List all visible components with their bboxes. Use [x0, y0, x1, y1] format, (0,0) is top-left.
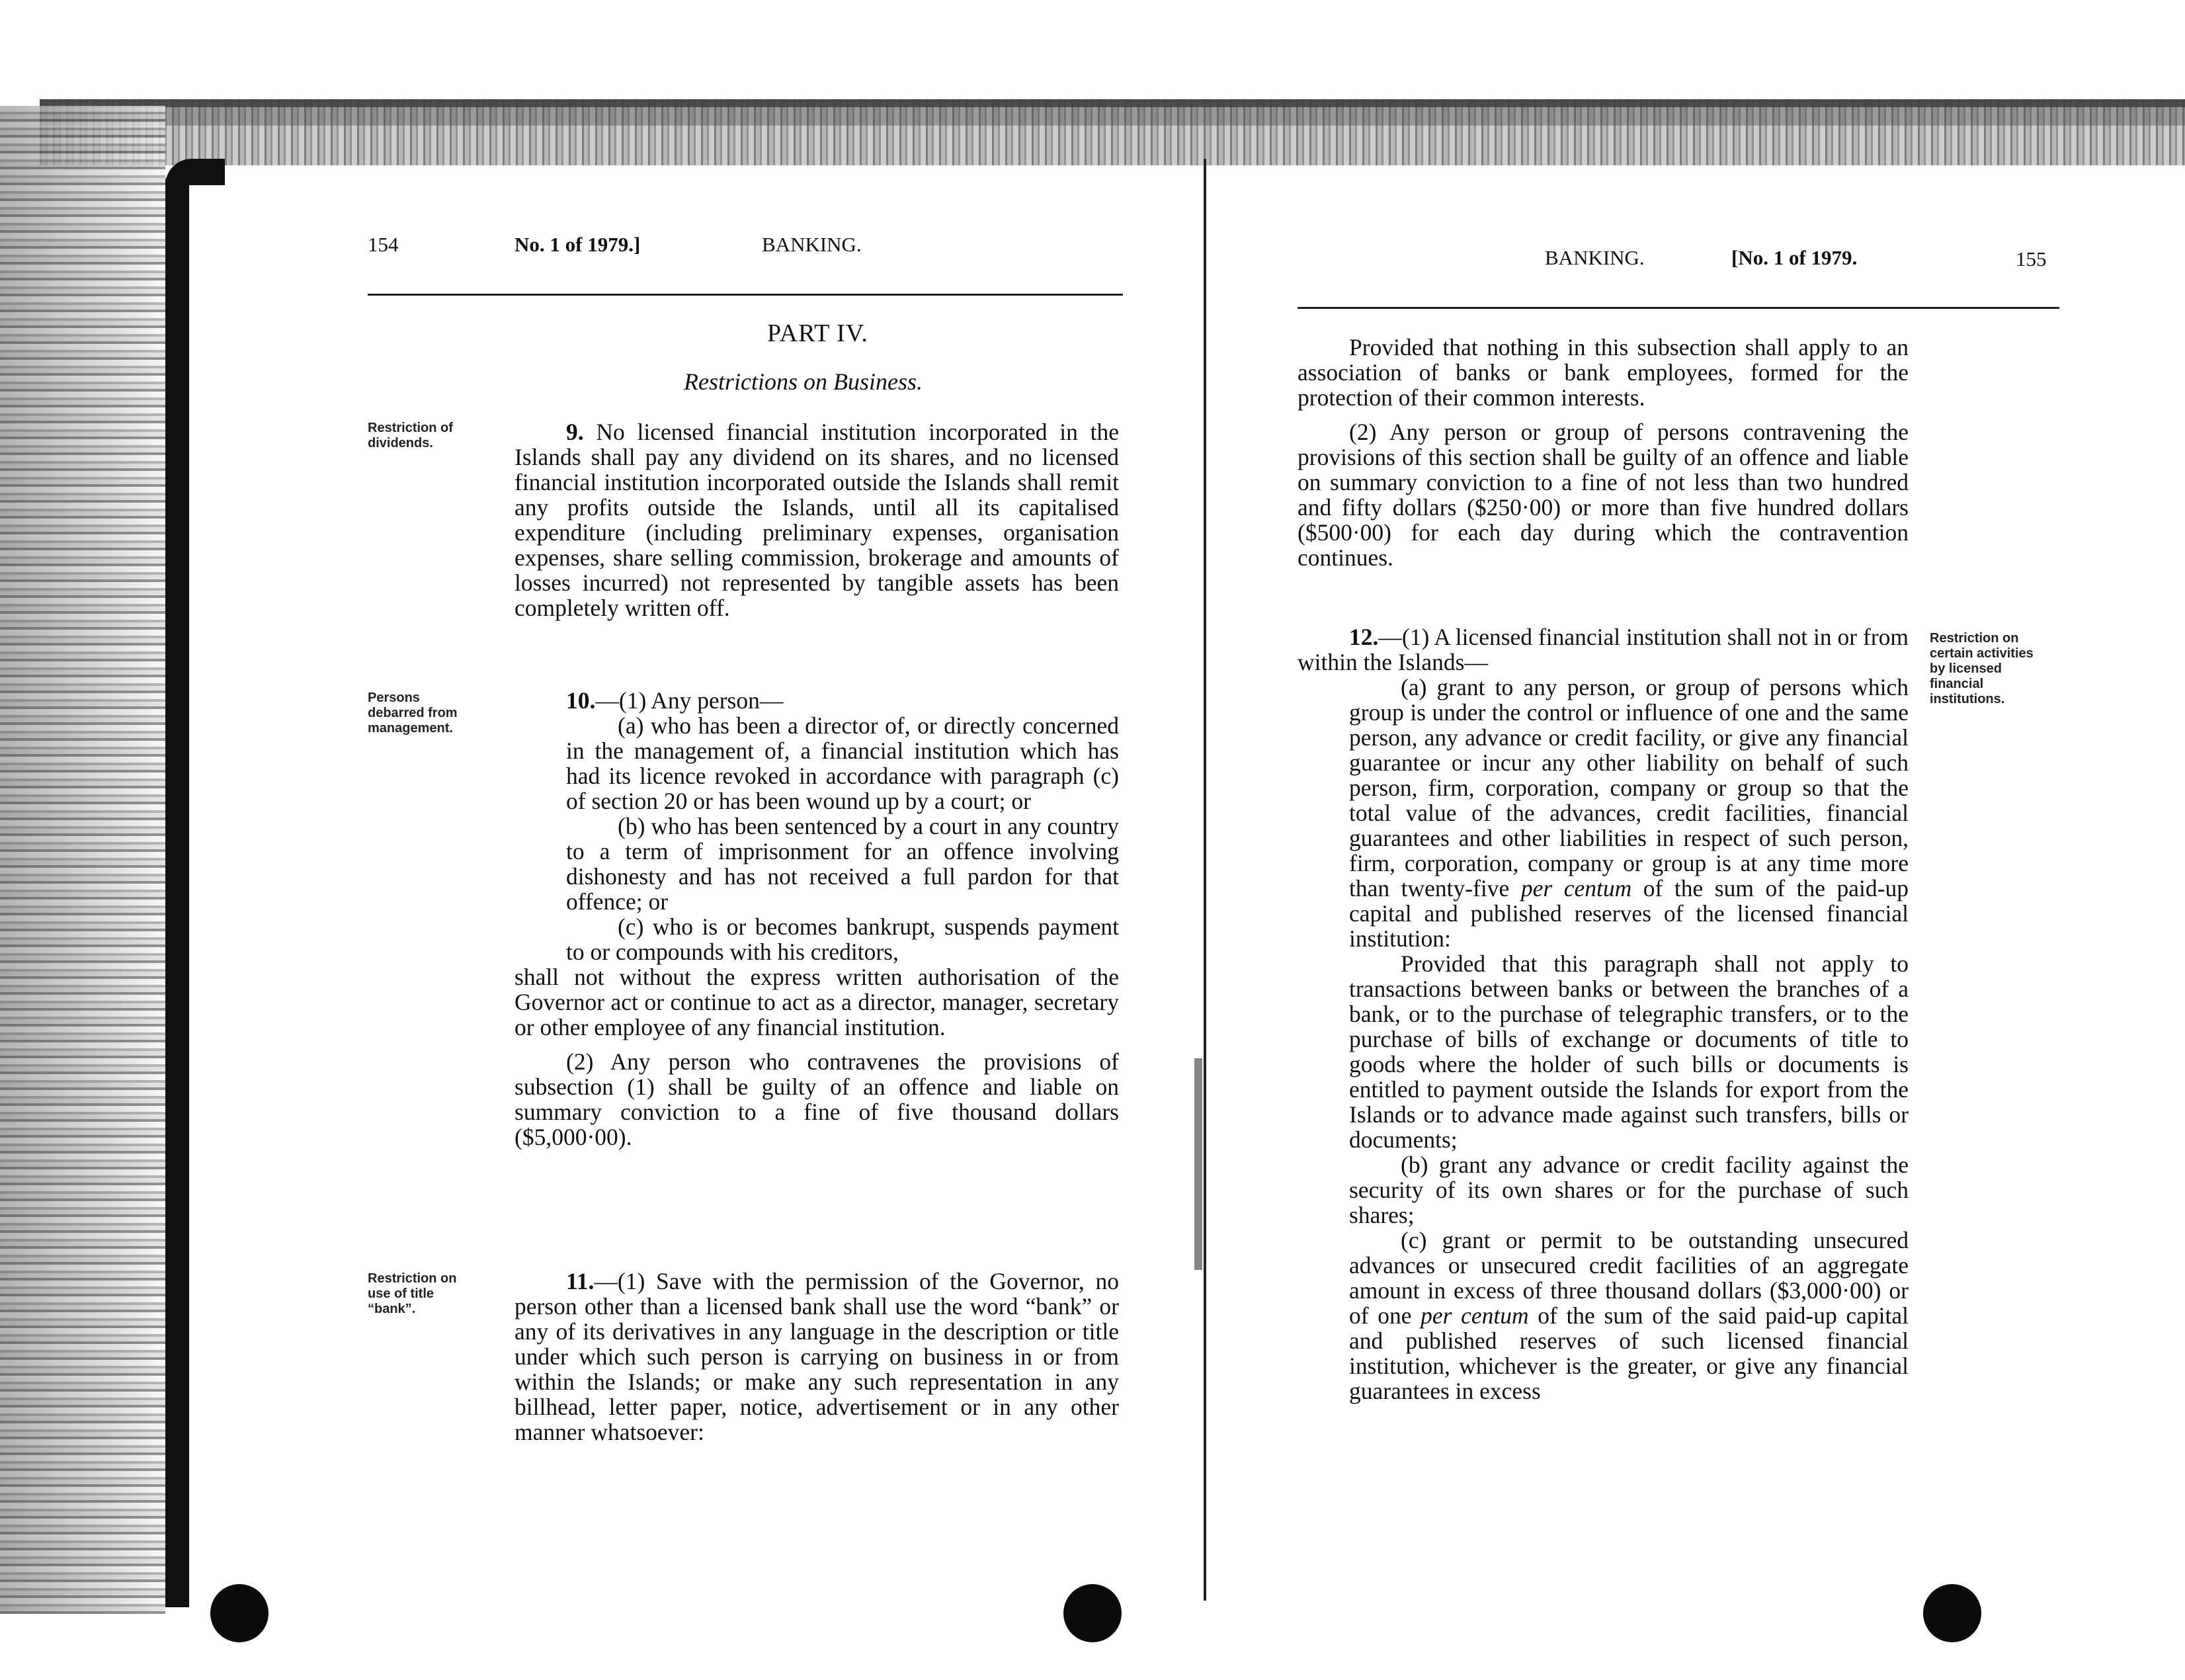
section-11-subsection-2: (2) Any person or group of persons contravening the provisions of this section shall be guilty of an offence and liable on summary conviction to a fine of not less than two hundred and fifty dollars ($250·00) or more than five hundred dollars ($500·00) for each day during which the contravention continues.: [1298, 419, 1909, 571]
section-10-tail: shall not without the express written authorisation of the Governor act or continue to act as a director, manager, secretary or other employee of any financial institution.: [515, 964, 1119, 1040]
part-subtitle: Restrictions on Business.: [684, 368, 923, 395]
margin-note-s9: Restriction of dividends.: [368, 421, 453, 450]
section-10-para-c: (c) who is or becomes bankrupt, suspends payment to or compounds with his creditors,: [566, 913, 1119, 965]
section-9: [515, 419, 1119, 620]
section-10-para-a: (a) who has been a director of, or directly concerned in the management of, a financial institution which has had its licence revoked in accordance with paragraph (c) of section 20 or has been wound up by a court; or: [566, 712, 1119, 814]
page-binding-shadow: [165, 179, 189, 1607]
section-12: [1298, 624, 1909, 1404]
section-10-para-b: (b) who has been sentenced by a court in any country to a term of imprisonment for an offence involving dishonesty and has not received a full pardon for that offence; or: [566, 813, 1119, 915]
section-9-number: 9.: [566, 419, 584, 445]
section-12-para-c-latin: per centum: [1421, 1302, 1529, 1329]
section-11: [515, 1269, 1119, 1445]
punch-hole-right: [1923, 1584, 1981, 1642]
section-12-para-a-latin: per centum: [1520, 875, 1632, 902]
punch-hole-left: [210, 1584, 268, 1642]
section-10: [515, 688, 1119, 1150]
section-12-para-a: (a) grant to any person, or group of persons which group is under the control or influence of one and the same person, any advance or credit facility, or give any financial guarantee or incur any other liability on behalf of such person, firm, corporation, company or group so that the total value of the advances, credit facilities, financial guarantees and other liabilities in respect of such person, firm, corporation, company or group is at any time more than twenty-five: [1349, 674, 1909, 902]
page-gutter: [1204, 159, 1206, 1601]
section-11-text: —(1) Save with the permission of the Governor, no person other than a licensed bank shall use the word “bank” or any of its derivatives in any language in the description or title under which such person is carrying on business in or from within the Islands; or make any such representation in any billhead, letter paper, notice, advertisement or in any other manner whatsoever:: [515, 1268, 1119, 1445]
scan-edge-top: [40, 99, 2185, 165]
section-12-para-b: (b) grant any advance or credit facility against the security of its own shares or for the purchase of such shares;: [1349, 1152, 1909, 1228]
header-title-right: BANKING.: [1545, 246, 1645, 269]
header-act-number-right: [No. 1 of 1979.: [1731, 246, 1858, 269]
page-number-left: 154: [368, 233, 399, 256]
section-11-proviso: Provided that nothing in this subsection shall apply to an association of banks or bank employees, formed for the protection of their common interests.: [1298, 334, 1909, 411]
page-number-right: 155: [2016, 247, 2047, 271]
section-10-lead: —(1) Any person—: [595, 687, 784, 714]
section-12-para-c: (c) grant or permit to be outstanding unsecured advances or unsecured credit facilities of an aggregate amount in excess of three thousand dollars ($3,000·00) or of one: [1349, 1227, 1909, 1329]
section-9-text: No licensed financial institution incorporated in the Islands shall pay any dividend on its shares, and no licensed financial institution incorporated outside the Islands shall remit any profits outside the Islands, until all its capitalised expenditure (including preliminary expenses, organisation expenses, share selling commission, brokerage and amounts of losses incurred) not represented by tangible assets has been completely written off.: [515, 419, 1119, 621]
section-12-para-c-end: of the sum of the said paid-up capital and published reserves of such licensed financial institution, whichever is the greater, or give any financial guarantees in excess: [1349, 1302, 1909, 1404]
section-11-number: 11.: [566, 1268, 595, 1294]
punch-hole-middle: [1063, 1584, 1122, 1642]
header-rule-left: [368, 294, 1123, 296]
scan-edge-left: [0, 106, 165, 1614]
gutter-shadow: [1194, 1058, 1202, 1270]
section-10-number: 10.: [566, 687, 596, 714]
margin-note-s11: Restriction on use of title “bank”.: [368, 1271, 457, 1316]
header-rule-right: [1298, 307, 2059, 309]
section-10-subsection-2: (2) Any person who contravenes the provisions of subsection (1) shall be guilty of an offence and liable on summary conviction to a fine of five thousand dollars ($5,000·00).: [515, 1048, 1119, 1150]
section-12-proviso: Provided that this paragraph shall not apply to transactions between banks or between the branches of a bank, or to the purchase of telegraphic transfers, or to the purchase of bills of exchange or documents of title to goods where the holder of such bills or documents is entitled to payment outside the Islands for export from the Islands or to advance made against such transfers, bills or documents;: [1349, 950, 1909, 1153]
header-act-number-left: No. 1 of 1979.]: [515, 233, 641, 256]
section-12-number: 12.: [1349, 624, 1379, 650]
margin-note-s12: Restriction on certain activities by licensed financial institutions.: [1930, 631, 2034, 706]
section-12-lead: —(1) A licensed financial institution shall not in or from within the Islands—: [1298, 624, 1909, 675]
section-11-continued: [1298, 335, 1909, 570]
part-title: PART IV.: [767, 319, 868, 347]
margin-note-s10: Persons debarred from management.: [368, 691, 458, 735]
section-12-para-a-end: of the sum of the paid-up capital and published reserves of the licensed financial institution:: [1349, 875, 1909, 952]
header-title-left: BANKING.: [762, 233, 862, 256]
